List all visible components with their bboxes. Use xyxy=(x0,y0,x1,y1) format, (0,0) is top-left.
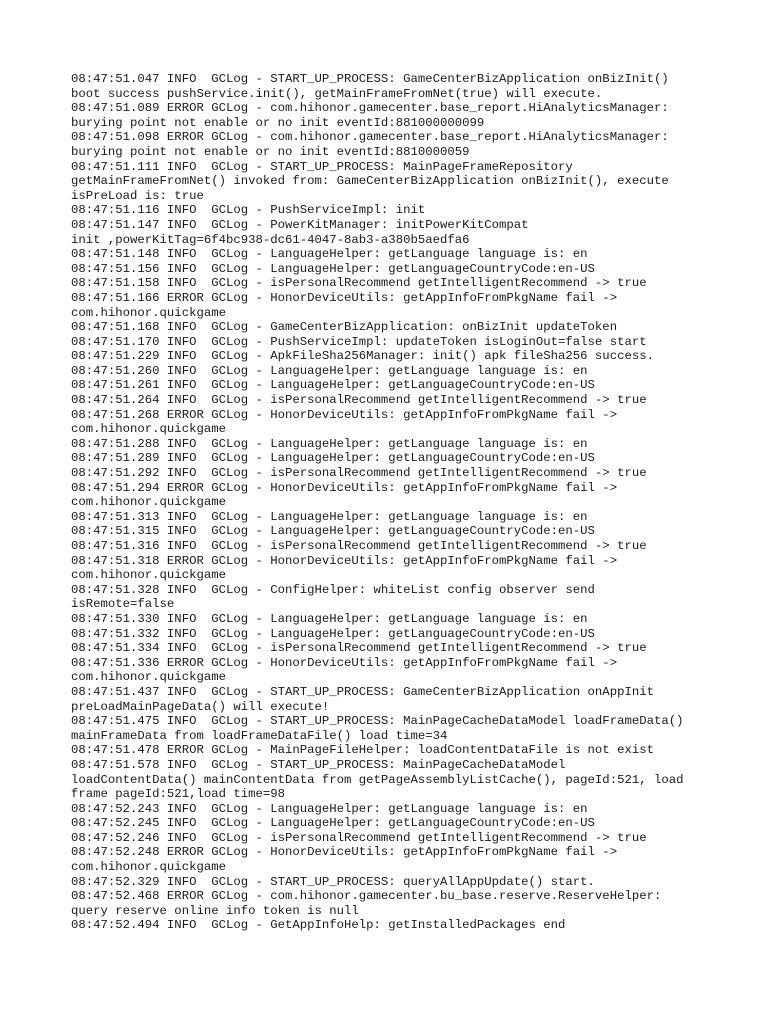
log-line: 08:47:51.313 INFO GCLog - LanguageHelper: getLanguage language is: en xyxy=(71,509,588,524)
log-line: 08:47:51.330 INFO GCLog - LanguageHelper: getLanguage language is: en xyxy=(71,611,588,626)
log-line: 08:47:52.468 ERROR GCLog - com.hihonor.gamecenter.bu_base.reserve.ReserveHelper: xyxy=(71,889,662,904)
log-line: 08:47:51.318 ERROR GCLog - HonorDeviceUtils: getAppInfoFromPkgName fail -> xyxy=(71,553,618,568)
log-line: mainFrameData from loadFrameDataFile() load time=34 xyxy=(71,728,448,743)
log-line: boot success pushService.init(), getMainFrameFromNet(true) will execute. xyxy=(71,86,603,101)
log-line: 08:47:51.475 INFO GCLog - START_UP_PROCESS: MainPageCacheDataModel loadFrameData() xyxy=(71,714,684,729)
log-line: 08:47:51.260 INFO GCLog - LanguageHelper: getLanguage language is: en xyxy=(71,363,588,378)
log-line: 08:47:51.047 INFO GCLog - START_UP_PROCESS: GameCenterBizApplication onBizInit() xyxy=(71,72,669,86)
log-line: 08:47:51.158 INFO GCLog - isPersonalRecommend getIntelligentRecommend -> true xyxy=(71,276,647,291)
log-line: 08:47:51.332 INFO GCLog - LanguageHelper: getLanguageCountryCode:en-US xyxy=(71,626,595,641)
log-line: 08:47:51.294 ERROR GCLog - HonorDeviceUtils: getAppInfoFromPkgName fail -> xyxy=(71,480,618,495)
log-text-block xyxy=(71,72,711,933)
log-line: 08:47:51.315 INFO GCLog - LanguageHelper: getLanguageCountryCode:en-US xyxy=(71,524,595,539)
log-line: 08:47:51.261 INFO GCLog - LanguageHelper: getLanguageCountryCode:en-US xyxy=(71,378,595,393)
log-line: com.hihonor.quickgame xyxy=(71,860,226,875)
log-line: 08:47:51.148 INFO GCLog - LanguageHelper: getLanguage language is: en xyxy=(71,247,588,262)
log-line: 08:47:51.111 INFO GCLog - START_UP_PROCESS: MainPageFrameRepository xyxy=(71,159,573,174)
log-line: 08:47:51.316 INFO GCLog - isPersonalRecommend getIntelligentRecommend -> true xyxy=(71,539,647,553)
log-line: com.hihonor.quickgame xyxy=(71,568,226,583)
log-line: 08:47:51.229 INFO GCLog - ApkFileSha256Manager: init() apk fileSha256 success. xyxy=(71,349,654,364)
log-line: 08:47:51.147 INFO GCLog - PowerKitManager: initPowerKitCompat xyxy=(71,217,529,232)
log-line: 08:47:51.268 ERROR GCLog - HonorDeviceUtils: getAppInfoFromPkgName fail -> xyxy=(71,407,618,422)
log-line: 08:47:52.248 ERROR GCLog - HonorDeviceUtils: getAppInfoFromPkgName fail -> xyxy=(71,845,618,860)
log-line: burying point not enable or no init eventId:8810000059 xyxy=(71,144,470,159)
log-line: 08:47:51.328 INFO GCLog - ConfigHelper: whiteList config observer send xyxy=(71,582,595,597)
log-line: 08:47:51.437 INFO GCLog - START_UP_PROCESS: GameCenterBizApplication onAppInit xyxy=(71,684,654,699)
log-line: com.hihonor.quickgame xyxy=(71,495,226,510)
log-line: 08:47:52.245 INFO GCLog - LanguageHelper: getLanguageCountryCode:en-US xyxy=(71,816,595,831)
log-line: burying point not enable or no init eventId:881000000099 xyxy=(71,115,485,130)
log-line: preLoadMainPageData() will execute! xyxy=(71,699,330,714)
log-line: 08:47:51.292 INFO GCLog - isPersonalRecommend getIntelligentRecommend -> true xyxy=(71,466,647,481)
log-line: com.hihonor.quickgame xyxy=(71,670,226,685)
log-line: 08:47:52.243 INFO GCLog - LanguageHelper: getLanguage language is: en xyxy=(71,801,588,816)
log-line: 08:47:51.264 INFO GCLog - isPersonalRecommend getIntelligentRecommend -> true xyxy=(71,393,647,408)
log-line: isRemote=false xyxy=(71,597,175,612)
log-line: getMainFrameFromNet() invoked from: GameCenterBizApplication onBizInit(), execute xyxy=(71,174,669,189)
log-line: 08:47:51.098 ERROR GCLog - com.hihonor.gamecenter.base_report.HiAnalyticsManager: xyxy=(71,130,669,145)
log-line: 08:47:52.329 INFO GCLog - START_UP_PROCESS: queryAllAppUpdate() start. xyxy=(71,874,595,889)
log-line: 08:47:51.334 INFO GCLog - isPersonalRecommend getIntelligentRecommend -> true xyxy=(71,641,647,656)
log-line: com.hihonor.quickgame xyxy=(71,305,226,320)
log-line: 08:47:51.478 ERROR GCLog - MainPageFileHelper: loadContentDataFile is not exist xyxy=(71,743,654,758)
log-line: 08:47:51.289 INFO GCLog - LanguageHelper: getLanguageCountryCode:en-US xyxy=(71,451,595,466)
log-line: isPreLoad is: true xyxy=(71,188,204,203)
log-line: 08:47:51.156 INFO GCLog - LanguageHelper: getLanguageCountryCode:en-US xyxy=(71,261,595,276)
log-line: 08:47:51.170 INFO GCLog - PushServiceImpl: updateToken isLoginOut=false start xyxy=(71,334,647,349)
log-line: init ,powerKitTag=6f4bc938-dc61-4047-8ab3-a380b5aedfa6 xyxy=(71,232,470,247)
log-line: loadContentData() mainContentData from getPageAssemblyListCache(), pageId:521, load xyxy=(71,772,684,787)
log-line: 08:47:51.089 ERROR GCLog - com.hihonor.gamecenter.base_report.HiAnalyticsManager: xyxy=(71,101,669,116)
log-line: query reserve online info token is null xyxy=(71,903,359,918)
log-line: 08:47:51.578 INFO GCLog - START_UP_PROCESS: MainPageCacheDataModel xyxy=(71,757,566,772)
log-line: 08:47:52.494 INFO GCLog - GetAppInfoHelp: getInstalledPackages end xyxy=(71,918,566,933)
log-line: 08:47:52.246 INFO GCLog - isPersonalRecommend getIntelligentRecommend -> true xyxy=(71,830,647,845)
log-line: com.hihonor.quickgame xyxy=(71,422,226,437)
log-line: 08:47:51.288 INFO GCLog - LanguageHelper: getLanguage language is: en xyxy=(71,436,588,451)
log-line: 08:47:51.168 INFO GCLog - GameCenterBizApplication: onBizInit updateToken xyxy=(71,320,618,335)
log-line: 08:47:51.336 ERROR GCLog - HonorDeviceUtils: getAppInfoFromPkgName fail -> xyxy=(71,655,618,670)
log-line: frame pageId:521,load time=98 xyxy=(71,787,286,802)
log-line: 08:47:51.166 ERROR GCLog - HonorDeviceUtils: getAppInfoFromPkgName fail -> xyxy=(71,290,618,305)
log-line: 08:47:51.116 INFO GCLog - PushServiceImpl: init xyxy=(71,203,426,218)
